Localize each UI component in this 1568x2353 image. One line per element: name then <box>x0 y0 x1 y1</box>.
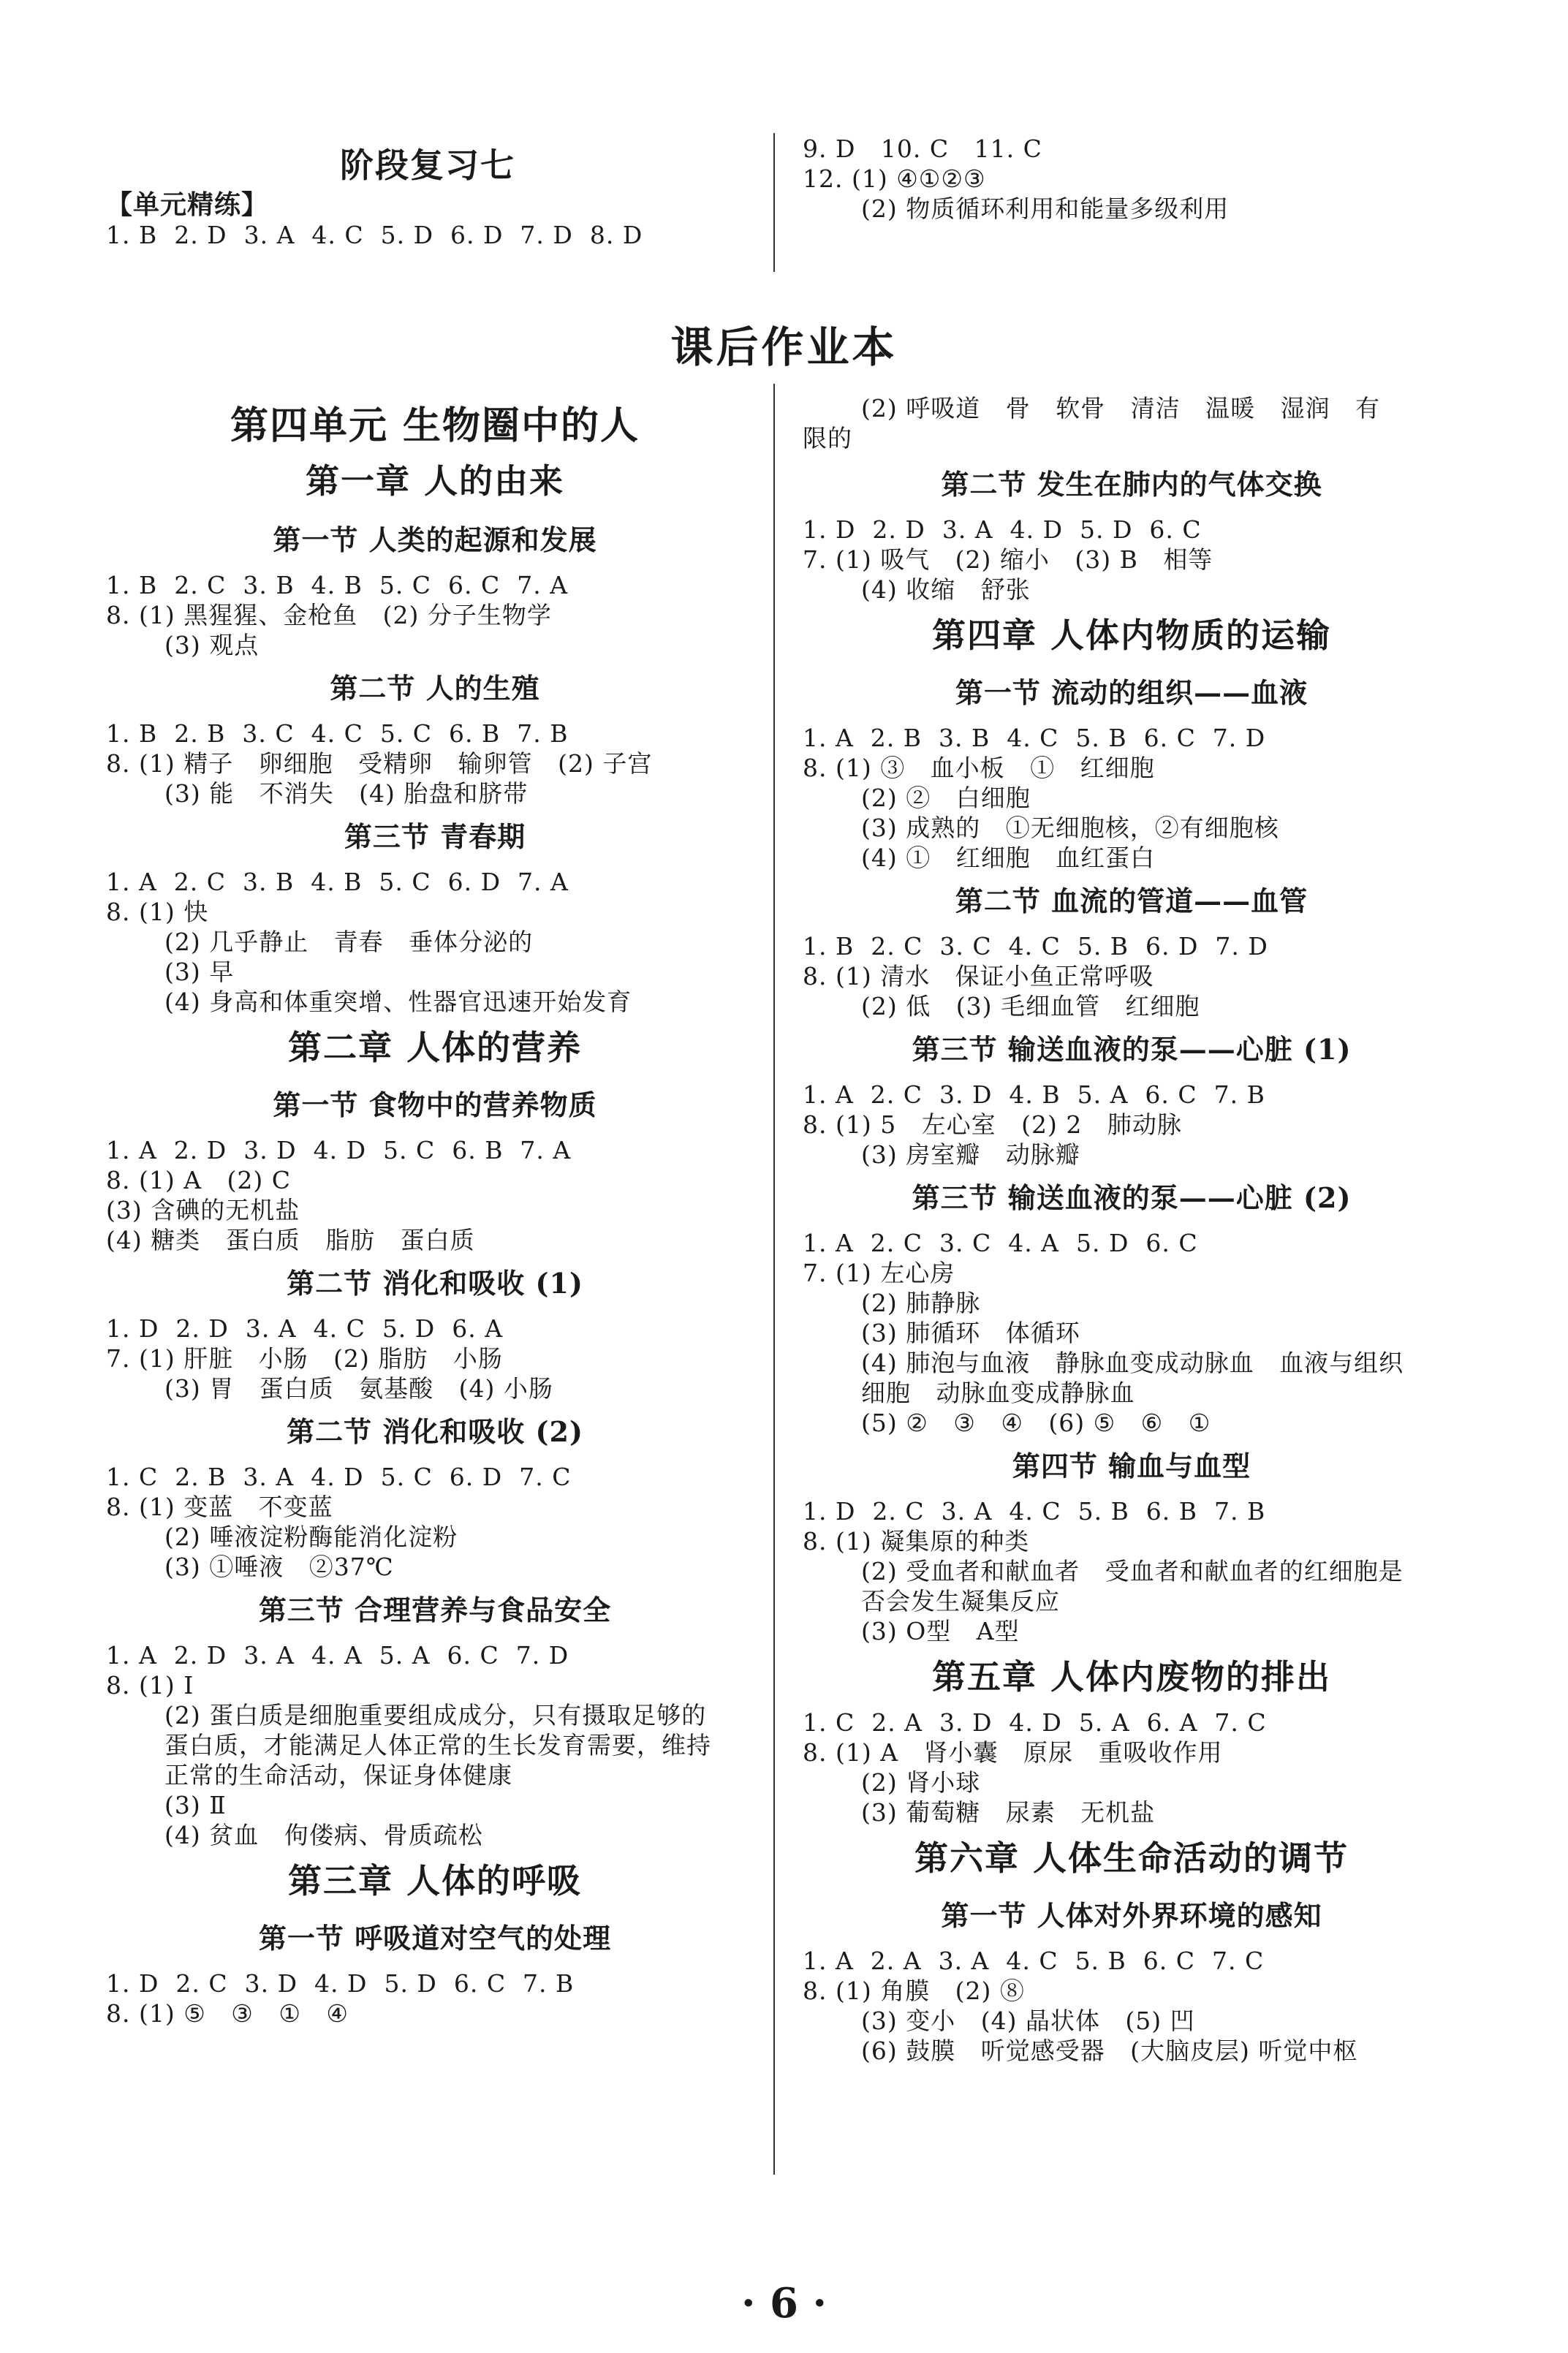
r-top-line: 限的 <box>803 424 852 452</box>
section-2-1-heading: 第一节 食物中的营养物质 <box>273 1088 597 1121</box>
section-1-3-heading: 第三节 青春期 <box>344 820 526 853</box>
s2-3-line: (2) 蛋白质是细胞重要组成成分，只有摄取足够的 <box>164 1701 707 1729</box>
s1-3-line: (3) 早 <box>164 958 235 986</box>
s4-4-line: (3) O型 A型 <box>861 1617 1020 1645</box>
review-label: 【单元精练】 <box>106 189 269 220</box>
main-divider <box>773 384 775 2175</box>
review-line-3: (2) 物质循环利用和能量多级利用 <box>861 194 1230 223</box>
section-3-2-heading: 第二节 发生在肺内的气体交换 <box>941 468 1322 501</box>
s2-3-line: 1. A 2. D 3. A 4. A 5. A 6. C 7. D <box>106 1641 569 1670</box>
s1-3-line: 8. (1) 快 <box>106 898 209 926</box>
s1-2-line: (3) 能 不消失 (4) 胎盘和脐带 <box>164 779 529 808</box>
s4-3b-line: 7. (1) 左心房 <box>803 1259 955 1287</box>
section-3-1-heading: 第一节 呼吸道对空气的处理 <box>258 1922 612 1955</box>
s6-1-line: (3) 变小 (4) 晶状体 (5) 凹 <box>861 2007 1195 2035</box>
s4-2-line: (2) 低 (3) 毛细血管 红细胞 <box>861 992 1200 1020</box>
s5-line: 8. (1) A 肾小囊 原尿 重吸收作用 <box>803 1738 1223 1767</box>
left-column <box>106 395 764 2028</box>
s3-2-line: 7. (1) 吸气 (2) 缩小 (3) B 相等 <box>803 545 1213 574</box>
s4-2-line: 8. (1) 清水 保证小鱼正常呼吸 <box>803 962 1154 990</box>
s1-1-line: 1. B 2. C 3. B 4. B 5. C 6. C 7. A <box>106 571 569 599</box>
s4-3a-line: 8. (1) 5 左心室 (2) 2 肺动脉 <box>803 1110 1182 1139</box>
s3-2-line: 1. D 2. D 3. A 4. D 5. D 6. C <box>803 515 1202 544</box>
top-divider <box>773 133 775 272</box>
chapter-6-heading: 第六章 人体生命活动的调节 <box>914 1838 1349 1878</box>
s2-2a-line: 7. (1) 肝脏 小肠 (2) 脂肪 小肠 <box>106 1344 503 1373</box>
s2-2b-line: 8. (1) 变蓝 不变蓝 <box>106 1493 333 1521</box>
s2-1-line: 1. A 2. D 3. D 4. D 5. C 6. B 7. A <box>106 1136 572 1164</box>
review-line-2: 12. (1) ④①②③ <box>803 164 986 193</box>
page-title: 课后作业本 <box>670 322 898 372</box>
s2-2b-line: (2) 唾液淀粉酶能消化淀粉 <box>164 1523 458 1551</box>
section-2-2b-heading: 第二节 消化和吸收 (2) <box>287 1415 583 1448</box>
top-right-block <box>803 134 1461 224</box>
r-top-line: (2) 呼吸道 骨 软骨 清洁 温暖 湿润 有 <box>861 394 1381 423</box>
s2-2b-line: (3) ①唾液 ②37℃ <box>164 1553 394 1581</box>
section-1-1-heading: 第一节 人类的起源和发展 <box>273 523 597 556</box>
s4-3b-line: 1. A 2. C 3. C 4. A 5. D 6. C <box>803 1229 1198 1257</box>
s4-1-line: 1. A 2. B 3. B 4. C 5. B 6. C 7. D <box>803 724 1266 752</box>
top-left-block <box>106 139 764 250</box>
section-4-2-heading: 第二节 血流的管道——血管 <box>955 884 1308 917</box>
s1-2-line: 8. (1) 精子 卵细胞 受精卵 输卵管 (2) 子宫 <box>106 749 653 778</box>
s3-1-line: 8. (1) ⑤ ③ ① ④ <box>106 1999 349 2028</box>
section-1-2-heading: 第二节 人的生殖 <box>330 672 540 705</box>
s1-1-line: (3) 观点 <box>164 631 260 659</box>
chapter-5-heading: 第五章 人体内废物的排出 <box>931 1657 1331 1697</box>
s4-3b-line: 细胞 动脉血变成静脉血 <box>861 1379 1135 1407</box>
s5-line: (2) 肾小球 <box>861 1768 981 1797</box>
s2-3-line: (3) Ⅱ <box>164 1791 227 1819</box>
s4-3a-line: 1. A 2. C 3. D 4. B 5. A 6. C 7. B <box>803 1080 1265 1109</box>
section-4-3a-heading: 第三节 输送血液的泵——心脏 (1) <box>912 1033 1352 1066</box>
s1-2-line: 1. B 2. B 3. C 4. C 5. C 6. B 7. B <box>106 719 569 748</box>
section-4-3b-heading: 第三节 输送血液的泵——心脏 (2) <box>912 1181 1352 1214</box>
s1-3-line: 1. A 2. C 3. B 4. B 5. C 6. D 7. A <box>106 868 569 896</box>
section-6-1-heading: 第一节 人体对外界环境的感知 <box>941 1899 1322 1932</box>
s2-1-line: 8. (1) A (2) C <box>106 1166 291 1194</box>
chapter-4-heading: 第四章 人体内物质的运输 <box>931 615 1331 655</box>
s4-3b-line: (2) 肺静脉 <box>861 1289 981 1317</box>
review-line-1: 9. D 10. C 11. C <box>803 134 1042 163</box>
s4-1-line: (4) ① 红细胞 血红蛋白 <box>861 844 1156 872</box>
s2-3-line: (4) 贫血 佝偻病、骨质疏松 <box>164 1821 483 1849</box>
s5-line: 1. C 2. A 3. D 4. D 5. A 6. A 7. C <box>803 1708 1267 1737</box>
s2-3-line: 8. (1) Ⅰ <box>106 1671 194 1700</box>
s4-1-line: (2) ② 白细胞 <box>861 784 1031 812</box>
chapter-2-heading: 第二章 人体的营养 <box>287 1028 582 1067</box>
s2-2a-line: (3) 胃 蛋白质 氨基酸 (4) 小肠 <box>164 1374 553 1403</box>
review-answers: 1. B 2. D 3. A 4. C 5. D 6. D 7. D 8. D <box>106 221 643 249</box>
s2-1-line: (3) 含碘的无机盐 <box>106 1196 300 1224</box>
right-column <box>803 393 1461 2066</box>
chapter-3-heading: 第三章 人体的呼吸 <box>287 1861 582 1901</box>
s6-1-line: 8. (1) 角膜 (2) ⑧ <box>803 1977 1025 2005</box>
s6-1-line: 1. A 2. A 3. A 4. C 5. B 6. C 7. C <box>803 1947 1265 1975</box>
s2-1-line: (4) 糖类 蛋白质 脂肪 蛋白质 <box>106 1226 475 1254</box>
section-4-1-heading: 第一节 流动的组织——血液 <box>955 676 1308 709</box>
s4-3b-line: (5) ② ③ ④ (6) ⑤ ⑥ ① <box>861 1409 1211 1437</box>
s4-4-line: (2) 受血者和献血者 受血者和献血者的红细胞是 <box>861 1557 1404 1585</box>
s4-3b-line: (4) 肺泡与血液 静脉血变成动脉血 血液与组织 <box>861 1349 1404 1377</box>
s4-1-line: 8. (1) ③ 血小板 ① 红细胞 <box>803 754 1155 782</box>
unit-heading: 第四单元 生物圈中的人 <box>230 403 640 448</box>
s2-3-line: 正常的生命活动，保证身体健康 <box>164 1761 512 1789</box>
s4-3b-line: (3) 肺循环 体循环 <box>861 1319 1080 1347</box>
s4-4-line: 8. (1) 凝集原的种类 <box>803 1527 1030 1556</box>
s4-4-line: 1. D 2. C 3. A 4. C 5. B 6. B 7. B <box>803 1497 1266 1526</box>
s4-2-line: 1. B 2. C 3. C 4. C 5. B 6. D 7. D <box>803 932 1268 960</box>
s4-3a-line: (3) 房室瓣 动脉瓣 <box>861 1140 1080 1169</box>
s1-3-line: (2) 几乎静止 青春 垂体分泌的 <box>164 928 534 956</box>
s4-1-line: (3) 成熟的 ①无细胞核，②有细胞核 <box>861 814 1279 842</box>
section-2-3-heading: 第三节 合理营养与食品安全 <box>258 1594 612 1626</box>
page-number: · 6 · <box>741 2279 827 2327</box>
s2-2a-line: 1. D 2. D 3. A 4. C 5. D 6. A <box>106 1314 504 1343</box>
section-2-2a-heading: 第二节 消化和吸收 (1) <box>287 1267 583 1300</box>
s4-4-line: 否会发生凝集反应 <box>861 1587 1060 1615</box>
s1-1-line: 8. (1) 黑猩猩、金枪鱼 (2) 分子生物学 <box>106 601 552 629</box>
s6-1-line: (6) 鼓膜 听觉感受器 (大脑皮层) 听觉中枢 <box>861 2036 1358 2065</box>
s2-3-line: 蛋白质，才能满足人体正常的生长发育需要，维持 <box>164 1731 711 1759</box>
s1-3-line: (4) 身高和体重突增、性器官迅速开始发育 <box>164 988 632 1016</box>
chapter-1-heading: 第一章 人的由来 <box>305 461 564 501</box>
section-4-4-heading: 第四节 输血与血型 <box>1012 1450 1251 1482</box>
s3-2-line: (4) 收缩 舒张 <box>861 575 1031 604</box>
s2-2b-line: 1. C 2. B 3. A 4. D 5. C 6. D 7. C <box>106 1463 572 1491</box>
s3-1-line: 1. D 2. C 3. D 4. D 5. D 6. C 7. B <box>106 1969 575 1998</box>
s5-line: (3) 葡萄糖 尿素 无机盐 <box>861 1798 1156 1827</box>
review-heading: 阶段复习七 <box>340 145 515 185</box>
